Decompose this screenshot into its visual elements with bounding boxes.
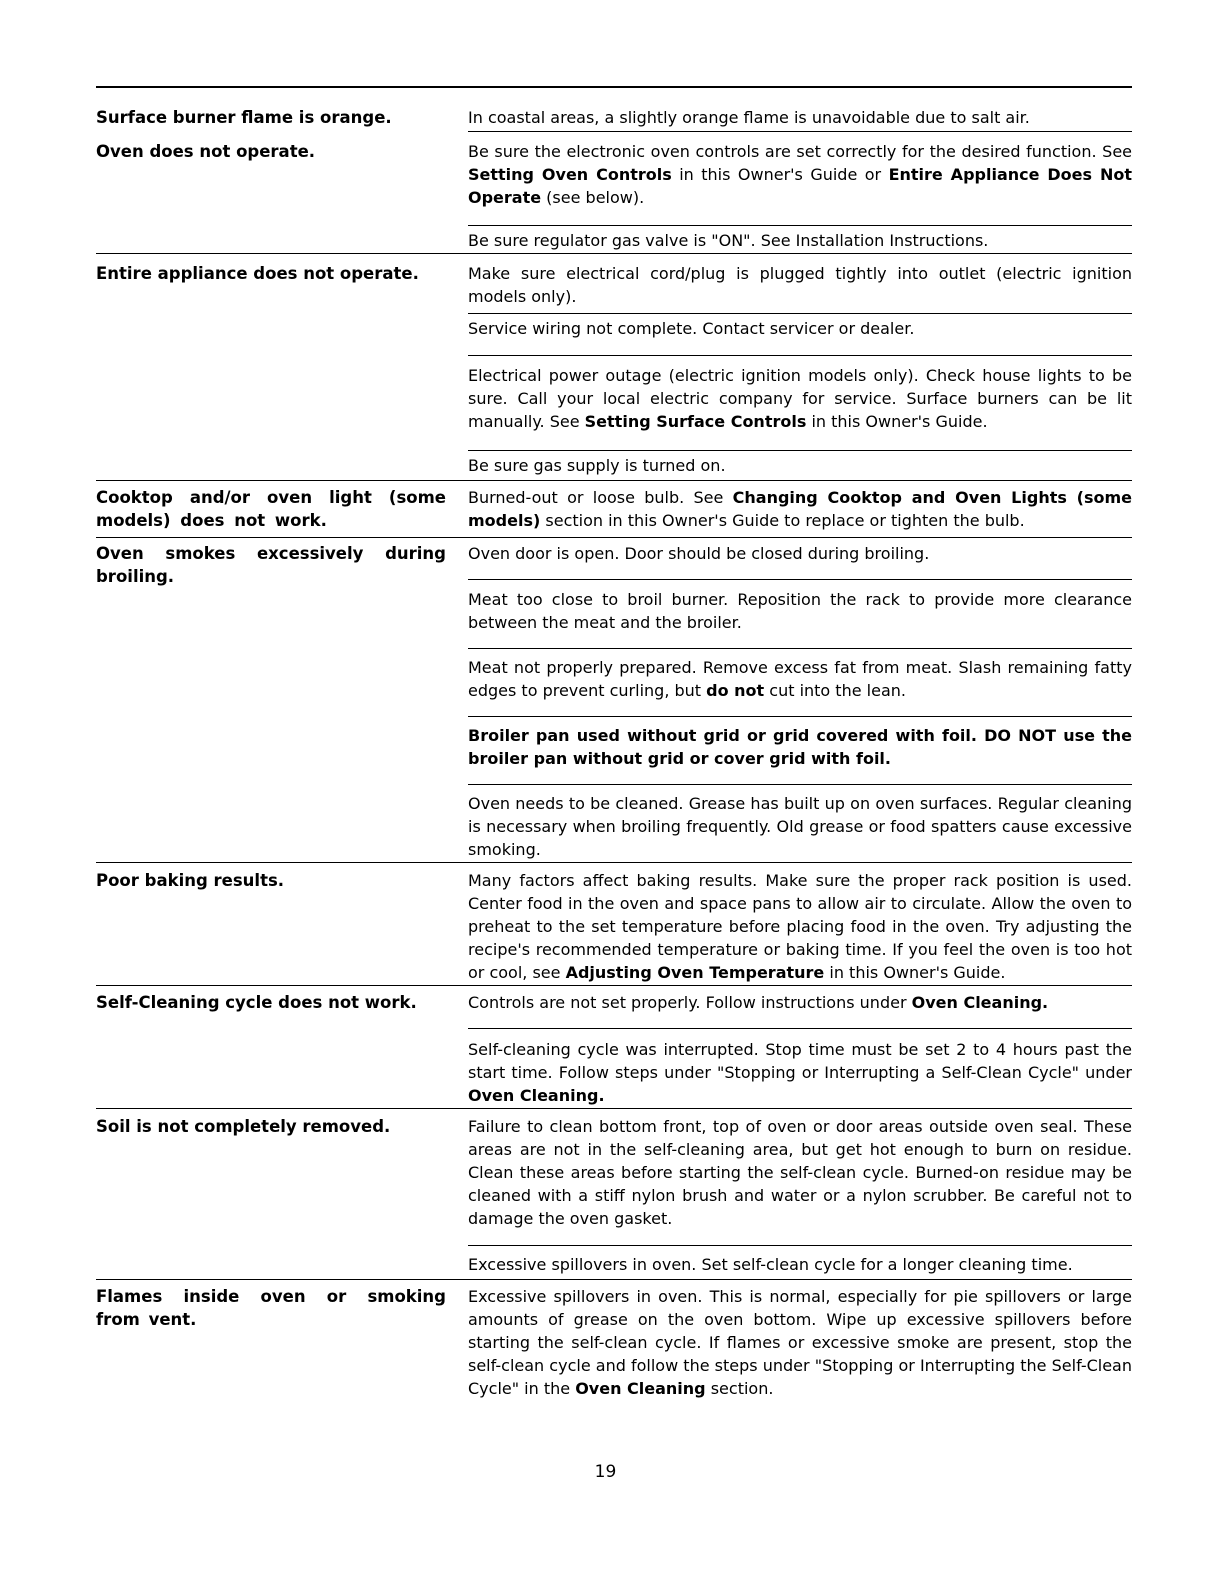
text-run: Be sure regulator gas valve is "ON". See Installation Instructions. bbox=[468, 231, 989, 250]
problem-label: Oven does not operate. bbox=[96, 142, 316, 161]
text-run: Many factors affect baking results. Make sure the proper rack position is used. Center food in the oven and space pans to allow air to circulate. Allow the oven to preheat to the set temperature before placing food in the oven. Try adjusting the recipe's recommended temperature or baking time. If you feel the oven is too hot or cool, see bbox=[468, 871, 1132, 982]
solution-text bbox=[468, 869, 1132, 984]
solution-text bbox=[468, 991, 1132, 1014]
text-run: section in this Owner's Guide to replace or tighten the bulb. bbox=[540, 511, 1025, 530]
emphasis-text: Oven Cleaning. bbox=[911, 993, 1049, 1012]
text-run: cut into the lean. bbox=[764, 681, 906, 700]
solution-text bbox=[468, 1038, 1132, 1107]
solution-separator bbox=[468, 648, 1132, 649]
text-run: Excessive spillovers in oven. This is normal, especially for pie spillovers or large amounts of grease on the oven bottom. Wipe up excessive spillovers before starting the self-clean cycle. If flames or excessive smoke are present, stop the self-clean cycle and follow the steps under "Stopping or Interrupting the Self-Clean Cycle" in the bbox=[468, 1287, 1132, 1398]
text-run: Failure to clean bottom front, top of oven or door areas outside oven seal. These areas are not in the self-cleaning area, but get hot enough to burn on residue. Clean these areas before starting the self-clean cycle. Burned-on residue may be cleaned with a stiff nylon brush and water or a nylon scrubber. Be careful not to damage the oven gasket. bbox=[468, 1117, 1132, 1228]
problem-label: Soil is not completely removed. bbox=[96, 1117, 391, 1136]
row-separator bbox=[96, 480, 1132, 481]
problem-label: Surface burner flame is orange. bbox=[96, 108, 392, 127]
solution-text bbox=[468, 454, 1132, 477]
solution-separator bbox=[468, 1245, 1132, 1246]
page-number: 19 bbox=[594, 1462, 617, 1482]
solution-text bbox=[468, 792, 1132, 861]
problem-label: Poor baking results. bbox=[96, 871, 285, 890]
solution-text bbox=[468, 542, 1132, 565]
emphasis-text: Adjusting Oven Temperature bbox=[565, 963, 825, 982]
solution-text bbox=[468, 317, 1132, 340]
text-run: (see below). bbox=[541, 188, 645, 207]
solution-separator bbox=[468, 1028, 1132, 1029]
solution-text bbox=[468, 1285, 1132, 1400]
text-run: Oven needs to be cleaned. Grease has built up on oven surfaces. Regular cleaning is necessary when broiling frequently. Old grease or food spatters cause excessive smoking. bbox=[468, 794, 1132, 859]
solution-separator bbox=[468, 716, 1132, 717]
text-run: Be sure gas supply is turned on. bbox=[468, 456, 726, 475]
solution-text bbox=[468, 229, 1132, 252]
emphasis-text: Oven Cleaning. bbox=[468, 1086, 605, 1105]
solution-text bbox=[468, 588, 1132, 634]
solution-separator bbox=[468, 450, 1132, 451]
row-separator bbox=[468, 131, 1132, 132]
solution-text bbox=[468, 486, 1132, 532]
solution-separator bbox=[468, 313, 1132, 314]
problem-label: Flames inside oven or smoking from vent. bbox=[96, 1287, 446, 1329]
text-run: Burned-out or loose bulb. See bbox=[468, 488, 733, 507]
top-rule bbox=[96, 86, 1132, 88]
row-separator bbox=[96, 537, 1132, 538]
row-separator bbox=[96, 1108, 1132, 1109]
solution-separator bbox=[468, 225, 1132, 226]
text-run: Excessive spillovers in oven. Set self-clean cycle for a longer cleaning time. bbox=[468, 1255, 1073, 1274]
problem-label: Cooktop and/or oven light (some models) does not work. bbox=[96, 488, 446, 530]
text-run: Meat too close to broil burner. Reposition the rack to provide more clearance between the meat and the broiler. bbox=[468, 590, 1132, 632]
text-run: Be sure the electronic oven controls are set correctly for the desired function. See bbox=[468, 142, 1132, 161]
row-separator bbox=[96, 862, 1132, 863]
text-run: In coastal areas, a slightly orange flame is unavoidable due to salt air. bbox=[468, 108, 1030, 127]
problem-label: Entire appliance does not operate. bbox=[96, 264, 419, 283]
text-run: in this Owner's Guide. bbox=[824, 963, 1006, 982]
row-separator bbox=[96, 1279, 1132, 1280]
solution-text bbox=[468, 140, 1132, 209]
emphasis-text: Setting Surface Controls bbox=[584, 412, 807, 431]
text-run: Make sure electrical cord/plug is plugged tightly into outlet (electric ignition models only). bbox=[468, 264, 1132, 306]
text-run: Meat not properly prepared. Remove excess fat from meat. Slash remaining fatty edges to prevent curling, but bbox=[468, 658, 1132, 700]
text-run: Electrical power outage (electric ignition models only). Check house lights to be sure. Call your local electric company for service. Surface burners can be lit manually. See bbox=[468, 366, 1132, 431]
text-run: section. bbox=[705, 1379, 774, 1398]
emphasis-text: Setting Oven Controls bbox=[468, 165, 672, 184]
text-run: Controls are not set properly. Follow instructions under bbox=[468, 993, 912, 1012]
text-run: Service wiring not complete. Contact servicer or dealer. bbox=[468, 319, 915, 338]
solution-text bbox=[468, 106, 1132, 129]
solution-text bbox=[468, 1253, 1132, 1276]
problem-label: Self-Cleaning cycle does not work. bbox=[96, 993, 417, 1012]
text-run: Oven door is open. Door should be closed during broiling. bbox=[468, 544, 930, 563]
row-separator bbox=[96, 253, 1132, 254]
solution-text bbox=[468, 1115, 1132, 1230]
emphasis-text: do not bbox=[706, 681, 765, 700]
solution-separator bbox=[468, 355, 1132, 356]
solution-text bbox=[468, 656, 1132, 702]
solution-separator bbox=[468, 784, 1132, 785]
problem-label: Oven smokes excessively during broiling. bbox=[96, 544, 446, 586]
emphasis-text: Broiler pan used without grid or grid covered with foil. DO NOT use the broiler pan without grid or cover grid with foil. bbox=[468, 726, 1132, 768]
solution-separator bbox=[468, 579, 1132, 580]
emphasis-text: Oven Cleaning bbox=[575, 1379, 706, 1398]
emphasis-text: Changing Cooktop and Oven Lights (some models) bbox=[468, 488, 1133, 530]
text-run: Self-cleaning cycle was interrupted. Stop time must be set 2 to 4 hours past the start time. Follow steps under "Stopping or Interrupting a Self-Clean Cycle" under bbox=[468, 1040, 1132, 1082]
solution-text bbox=[468, 724, 1132, 770]
emphasis-text: Entire Appliance Does Not Operate bbox=[468, 165, 1132, 207]
solution-text bbox=[468, 364, 1132, 433]
text-run: in this Owner's Guide or bbox=[671, 165, 889, 184]
text-run: in this Owner's Guide. bbox=[806, 412, 988, 431]
solution-text bbox=[468, 262, 1132, 308]
row-separator bbox=[96, 985, 1132, 986]
